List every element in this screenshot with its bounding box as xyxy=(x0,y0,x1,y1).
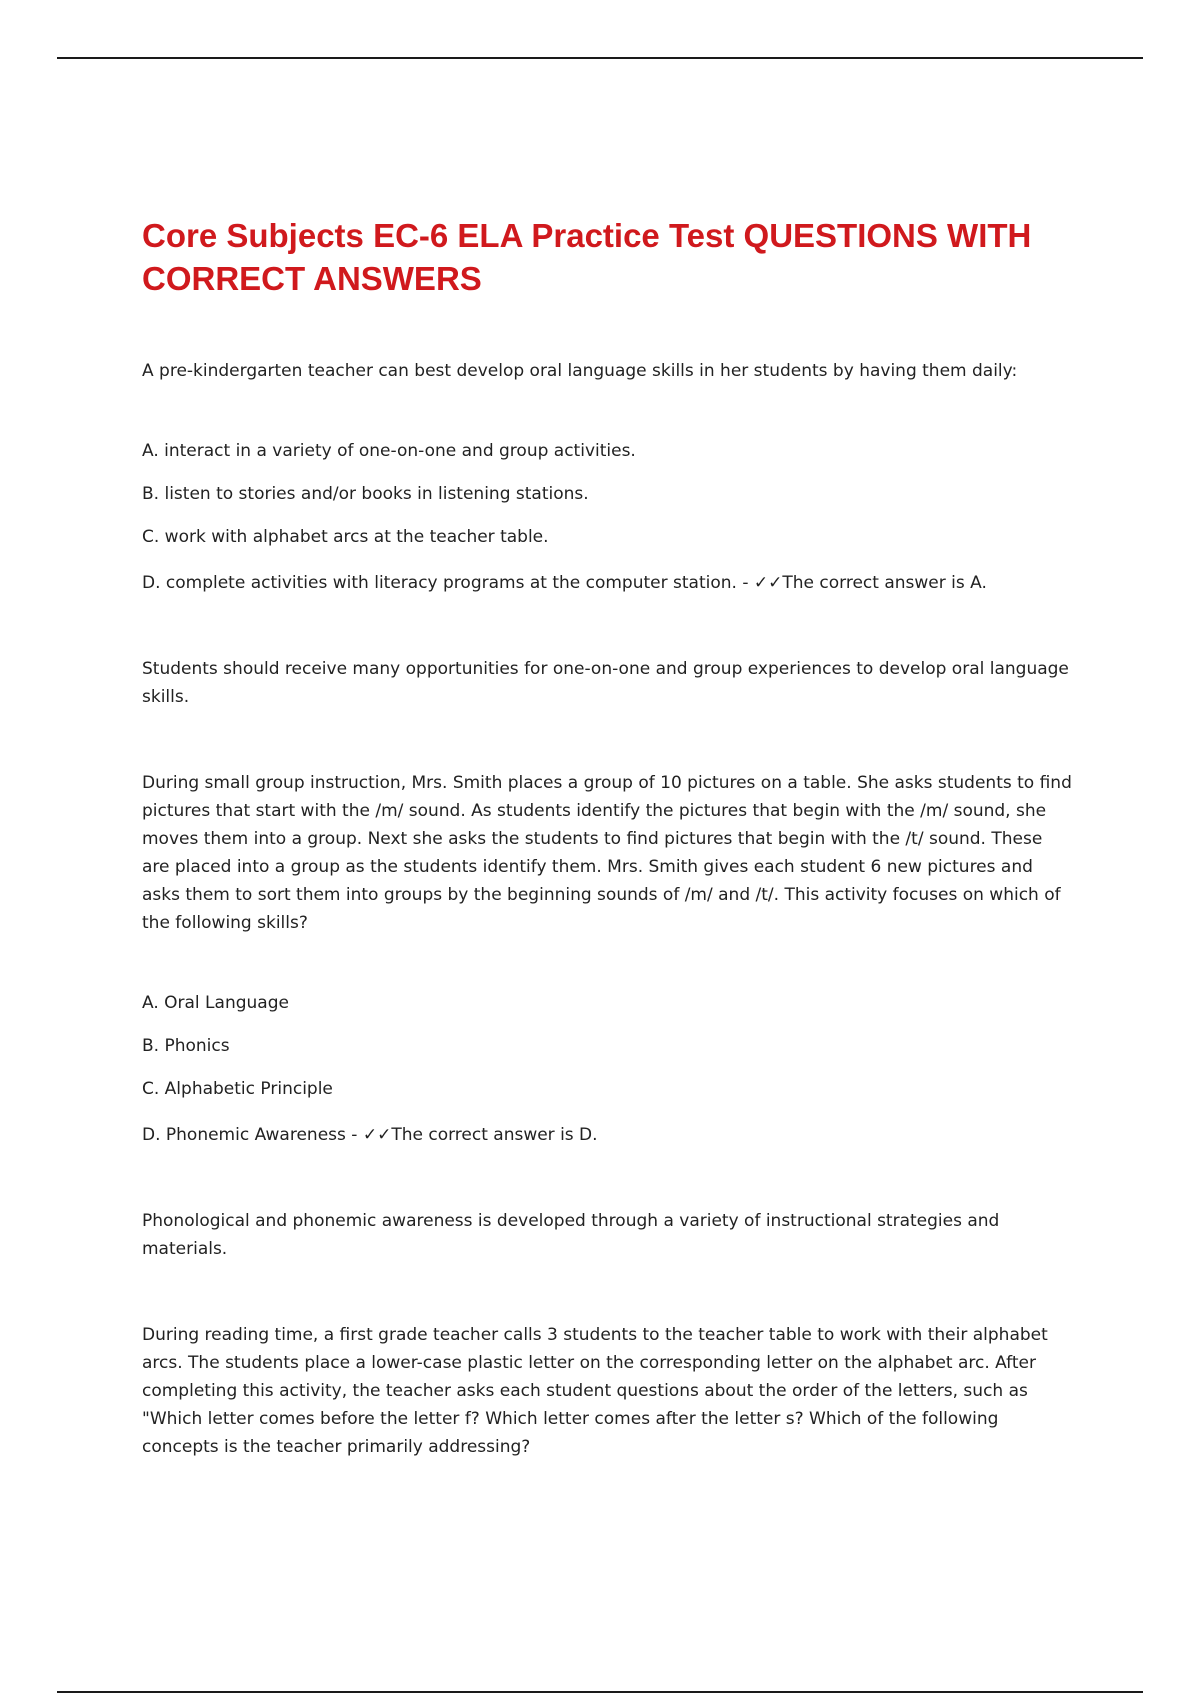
question-2-options xyxy=(142,989,1072,1149)
question-3-prompt: During reading time, a first grade teacher calls 3 students to the teacher table to work with their alphabet arcs. The students place a lower-case plastic letter on the corresponding letter on the alphabet arc. After completing this activity, the teacher asks each student questions about the order of the letters, such as "Which letter comes before the letter f? Which letter comes after the letter s? Which of the following concepts is the teacher primarily addressing? xyxy=(142,1325,1048,1457)
question-2-option-d xyxy=(142,1121,1072,1149)
document-page xyxy=(142,214,1072,1461)
question-1-option-d xyxy=(142,569,1072,597)
question-1-answer: - ✓✓The correct answer is A. xyxy=(742,573,987,593)
question-2-answer: - ✓✓The correct answer is D. xyxy=(351,1125,598,1145)
question-1-options xyxy=(142,437,1072,597)
question-2-option-c: C. Alphabetic Principle xyxy=(142,1079,333,1099)
header-rule xyxy=(57,57,1143,59)
question-1-prompt: A pre-kindergarten teacher can best develop oral language skills in her students by having them daily: xyxy=(142,361,1018,381)
question-2-explanation: Phonological and phonemic awareness is developed through a variety of instructional strategies and materials. xyxy=(142,1211,1000,1259)
question-1-option-c: C. work with alphabet arcs at the teacher table. xyxy=(142,527,549,547)
footer-rule xyxy=(57,1691,1143,1693)
question-2-option-a: A. Oral Language xyxy=(142,993,289,1013)
question-1-option-a: A. interact in a variety of one-on-one and group activities. xyxy=(142,441,636,461)
document-title: Core Subjects EC-6 ELA Practice Test QUESTIONS WITH CORRECT ANSWERS xyxy=(142,217,1032,297)
question-1-option-b: B. listen to stories and/or books in listening stations. xyxy=(142,484,589,504)
question-1-explanation: Students should receive many opportunities for one-on-one and group experiences to develop oral language skills. xyxy=(142,659,1069,707)
question-2-option-b: B. Phonics xyxy=(142,1036,230,1056)
question-1-option-d-text: D. complete activities with literacy programs at the computer station. xyxy=(142,573,737,593)
question-2-option-d-text: D. Phonemic Awareness xyxy=(142,1125,346,1145)
question-2-prompt: During small group instruction, Mrs. Smith places a group of 10 pictures on a table. She asks students to find pictures that start with the /m/ sound. As students identify the pictures that begin with the /m/ sound, she moves them into a group. Next she asks the students to find pictures that begin with the /t/ sound. These are placed into a group as the students identify them. Mrs. Smith gives each student 6 new pictures and asks them to sort them into groups by the beginning sounds of /m/ and /t/. This activity focuses on which of the following skills? xyxy=(142,773,1072,933)
